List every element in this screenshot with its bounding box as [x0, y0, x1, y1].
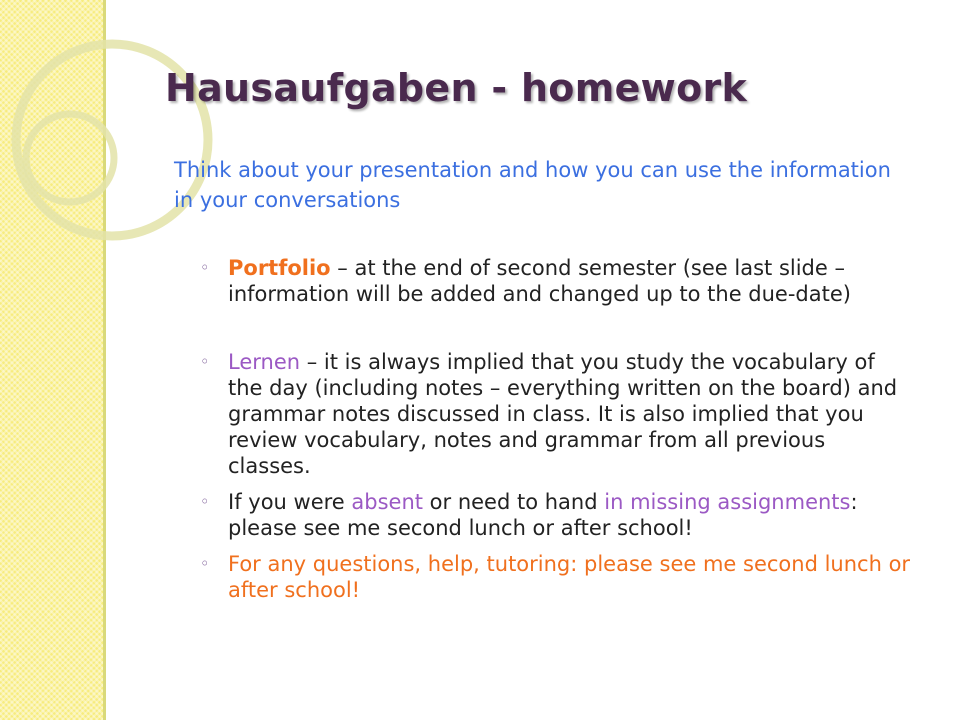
missing-assignments-keyword: in missing assignments	[604, 490, 851, 514]
list-item-absent	[174, 489, 914, 541]
portfolio-keyword: Portfolio	[228, 256, 331, 280]
bullet-icon: ◦	[200, 352, 210, 371]
slide-content	[174, 155, 914, 603]
decorative-circle-small	[26, 114, 114, 202]
intro-text: Think about your presentation and how you can use the information in your conversations	[174, 158, 891, 212]
list-item-lernen	[174, 349, 914, 479]
absent-text-c: : please see me second lunch or after school!	[228, 490, 858, 540]
absent-keyword: absent	[351, 490, 423, 514]
list-item-questions	[174, 551, 914, 603]
bullet-icon: ◦	[200, 258, 210, 277]
list-item-portfolio	[174, 255, 914, 307]
questions-text-a: For any questions, help, tutoring	[228, 552, 571, 576]
bullet-icon: ◦	[200, 554, 210, 573]
lernen-text: – it is always implied that you study the vocabulary of the day (including notes – everything written on the board) and grammar notes discussed in class. It is also implied that you review vocabulary, notes and grammar from all previous classes.	[228, 350, 898, 478]
portfolio-text: – at the end of second semester (see last slide – information will be added and changed up to the due-date)	[228, 256, 851, 306]
questions-text-b: : please see me second lunch or after school!	[228, 552, 911, 602]
absent-text-b: or need to hand	[423, 490, 605, 514]
absent-text-a: If you were	[228, 490, 352, 514]
slide-title: Hausaufgaben - homework	[165, 66, 748, 110]
bullet-list	[174, 255, 914, 603]
bullet-icon: ◦	[200, 492, 210, 511]
lernen-keyword: Lernen	[228, 350, 301, 374]
